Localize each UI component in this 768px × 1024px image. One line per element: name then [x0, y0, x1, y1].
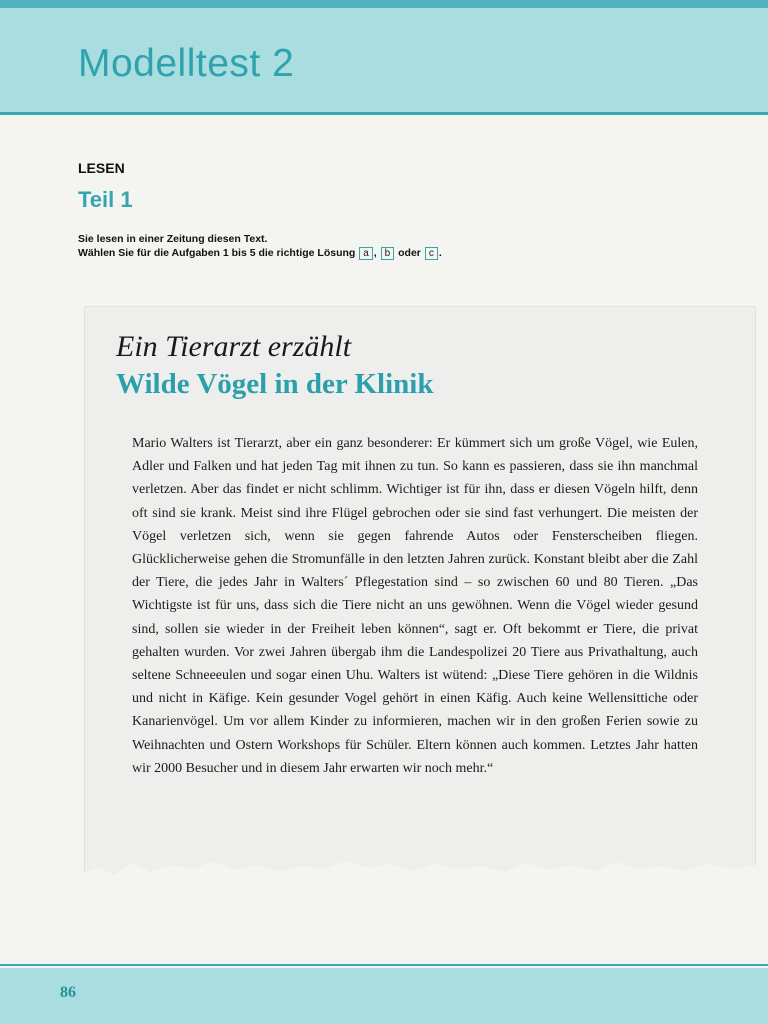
article-title: Wilde Vögel in der Klinik: [116, 368, 434, 400]
article-kicker: Ein Tierarzt erzählt: [116, 330, 352, 363]
article-body: Mario Walters ist Tierarzt, aber ein ganz besonderer: Er kümmert sich um große Vögel, wie Eulen, Adler und Falken und hat jeden Tag mit ihnen zu tun. So kann es passieren, dass sie ihn manchmal verletzen. Aber das findet er nicht schlimm. Wichtiger ist für ihn, dass er diesen Vögeln hilft, denn oft sind sie krank. Meist sind ihre Flügel gebrochen oder sie sind fast verhungert. Die meisten der Vögel verletzen sich, wenn sie gegen fahrende Autos oder Fensterscheiben fliegen. Glücklicherweise gehen die Stromunfälle in den letzten Jahren zurück. Konstant bleibt aber die Zahl der Tiere, die jedes Jahr in Walters´ Pflegestation sind – so zwischen 60 und 80 Tieren. „Das Wichtigste ist für uns, dass sich die Tiere nicht an uns gewöhnen. Wenn die Vögel wieder gesund sind, sollen sie wieder in der Freiheit leben können“, sagt er. Oft bekommt er Tiere, die privat gehalten wurden. Vor zwei Jahren übergab ihm die Landespolizei 20 Tiere aus Privathaltung, auch seltene Schneeeulen und sogar einen Uhu. Walters ist wütend: „Diese Tiere gehören in die Wildnis und nicht in Käfige. Kein gesunder Vogel gehört in einen Käfig. Auch keine Wellensittiche oder Kanarienvögel. Um vor allem Kinder zu informieren, machen wir in den großen Ferien sowie zu Weihnachten und Ostern Workshops für Schüler. Eltern können auch kommen. Letztes Jahr hatten wir 2000 Besucher und in diesem Jahr erwarten wir noch mehr.“: [132, 436, 698, 776]
instructions: [78, 232, 698, 260]
header-rule: [0, 112, 768, 115]
period: .: [438, 247, 442, 259]
separator: ,: [373, 247, 377, 259]
teil-heading: Teil 1: [78, 187, 133, 212]
footer-band: [0, 968, 768, 1024]
footer-rule: [0, 964, 768, 966]
option-a-box: a: [359, 247, 373, 260]
instruction-text: Wählen Sie für die Aufgaben 1 bis 5 die richtige Lösung: [78, 247, 356, 259]
instruction-line-1: Sie lesen in einer Zeitung diesen Text.: [78, 233, 268, 245]
page-number: 86: [60, 984, 76, 1001]
page-title: Modelltest 2: [78, 42, 295, 85]
option-c-box: c: [425, 247, 438, 260]
torn-edge: [84, 839, 756, 879]
instruction-line-2: [78, 246, 698, 260]
option-b-box: b: [381, 247, 395, 260]
section-label: LESEN: [78, 160, 125, 176]
oder-word: oder: [398, 247, 421, 259]
